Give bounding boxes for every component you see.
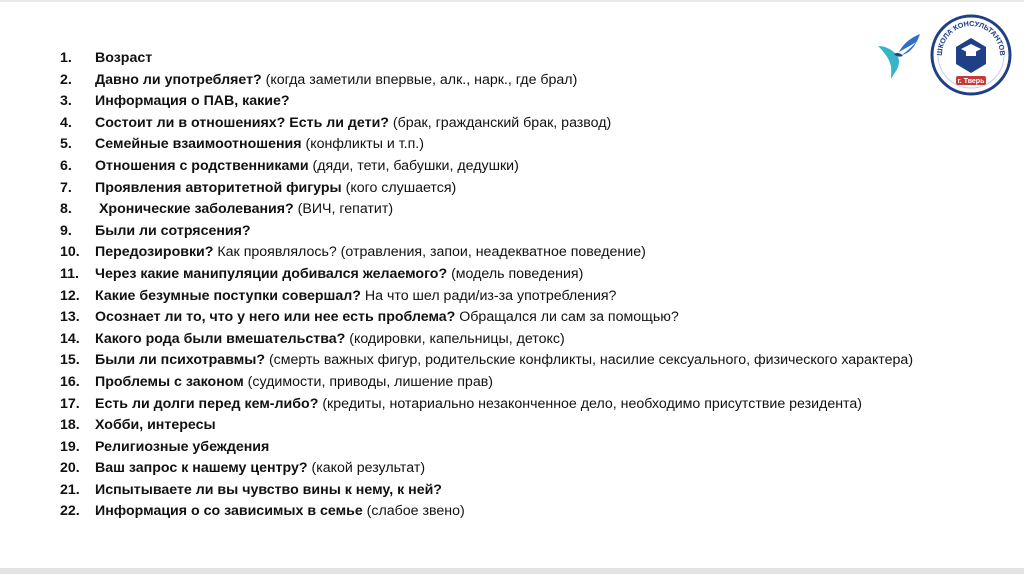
item-bold-text: Информация о ПАВ, какие?: [95, 93, 290, 110]
item-note-text: На что шел ради/из-за употребления?: [360, 287, 617, 304]
item-note-text: (слабое звено): [362, 503, 465, 520]
item-bold-text: Давно ли употребляет?: [95, 71, 262, 88]
list-item: [60, 458, 960, 480]
item-text: [95, 307, 960, 329]
item-bold-text: Осознает ли то, что у него или нее есть проблема?: [95, 309, 456, 326]
item-bold-text: Хронические заболевания?: [95, 201, 294, 218]
item-number: 19.: [60, 438, 80, 455]
item-text: [95, 372, 960, 394]
list-item: [60, 199, 960, 221]
item-text: [95, 415, 960, 437]
list-item: [60, 501, 960, 523]
item-text: [95, 286, 960, 308]
item-bold-text: Ваш запрос к нашему центру?: [95, 460, 308, 477]
item-number: 7.: [60, 179, 72, 196]
bottom-border: [0, 568, 1024, 574]
item-note-text: Как проявлялось? (отравления, запои, неадекватное поведение): [213, 244, 646, 261]
item-text: [95, 70, 960, 92]
item-note-text: (какой результат): [307, 460, 426, 477]
item-number: 10.: [60, 244, 80, 261]
list-item: [60, 178, 960, 200]
item-bold-text: Проблемы с законом: [95, 373, 244, 390]
item-note-text: (кодировки, капельницы, детокс): [345, 330, 565, 347]
item-bold-text: Отношения с родственниками: [95, 157, 309, 174]
item-note-text: (конфликты и т.п.): [301, 136, 424, 153]
item-number: 12.: [60, 287, 80, 304]
list-item: [60, 286, 960, 308]
item-number: 17.: [60, 395, 80, 412]
item-number: 3.: [60, 93, 72, 110]
list-item: [60, 372, 960, 394]
item-text: [95, 178, 960, 200]
item-text: [95, 156, 960, 178]
item-number: 1.: [60, 50, 72, 66]
list-item: [60, 480, 960, 502]
item-bold-text: Семейные взаимоотношения: [95, 136, 302, 153]
logo-arc-text: ШКОЛА КОНСУЛЬТАНТОВ: [934, 18, 1008, 57]
item-text: [95, 134, 960, 156]
item-note-text: (брак, гражданский брак, развод): [388, 114, 612, 131]
item-note-text: Обращался ли сам за помощью?: [455, 309, 679, 326]
list-item: [60, 415, 960, 437]
item-number: 6.: [60, 157, 72, 174]
list-item: [60, 437, 960, 459]
list-item: [60, 113, 960, 135]
item-text: [95, 48, 960, 70]
list-item: [60, 70, 960, 92]
item-number: 4.: [60, 114, 72, 131]
item-number: 9.: [60, 222, 72, 239]
item-bold-text: Какого рода были вмешательства?: [95, 330, 346, 347]
item-bold-text: Были ли сотрясения?: [95, 222, 251, 239]
list-item: [60, 329, 960, 351]
question-list: [60, 48, 960, 523]
item-number: 20.: [60, 460, 80, 477]
list-item: [60, 91, 960, 113]
item-text: [95, 91, 960, 113]
item-note-text: (ВИЧ, гепатит): [293, 201, 394, 218]
item-text: [95, 394, 960, 416]
item-bold-text: Есть ли долги перед кем-либо?: [95, 395, 319, 412]
item-note-text: (смерть важных фигур, родительские конфликты, насилие сексуального, физического характера): [265, 352, 914, 369]
list-item: [60, 350, 960, 372]
item-note-text: (модель поведения): [447, 265, 584, 282]
item-note-text: (кредиты, нотариально незаконченное дело, необходимо присутствие резидента): [318, 395, 863, 412]
item-bold-text: Испытываете ли вы чувство вины к нему, к ней?: [95, 481, 442, 498]
item-text: [95, 501, 960, 523]
item-bold-text: Были ли психотравмы?: [95, 352, 266, 369]
item-number: 18.: [60, 417, 80, 434]
item-text: [95, 113, 960, 135]
item-bold-text: Проявления авторитетной фигуры: [95, 179, 342, 196]
item-text: [95, 221, 960, 243]
item-note-text: (когда заметили впервые, алк., нарк., где брал): [261, 71, 578, 88]
bird-body: [878, 46, 899, 79]
item-number: 5.: [60, 136, 72, 153]
logo-city-text: г. Тверь: [957, 78, 985, 85]
list-item: [60, 134, 960, 156]
item-number: 16.: [60, 373, 80, 390]
item-text: [95, 480, 960, 502]
item-number: 14.: [60, 330, 80, 347]
item-number: 22.: [60, 503, 80, 520]
item-bold-text: Религиозные убеждения: [95, 438, 270, 455]
item-text: [95, 242, 960, 264]
item-number: 13.: [60, 309, 80, 326]
list-item: [60, 48, 960, 70]
list-item: [60, 221, 960, 243]
item-text: [95, 199, 960, 221]
graduation-cap-base: [966, 51, 976, 56]
item-number: 21.: [60, 481, 80, 498]
item-bold-text: Передозировки?: [95, 244, 214, 261]
item-number: 2.: [60, 71, 72, 88]
item-number: 8.: [60, 201, 72, 218]
item-bold-text: Информация о со зависимых в семье: [95, 503, 363, 520]
list-item: [60, 156, 960, 178]
item-note-text: (дяди, тети, бабушки, дедушки): [308, 157, 519, 174]
item-text: [95, 329, 960, 351]
bird-wing: [899, 34, 920, 55]
list-item: [60, 394, 960, 416]
item-text: [95, 350, 960, 372]
school-logo: [930, 14, 1012, 96]
item-bold-text: Хобби, интересы: [95, 417, 216, 434]
list-item: [60, 242, 960, 264]
item-number: 15.: [60, 352, 80, 369]
list-item: [60, 264, 960, 286]
item-note-text: (судимости, приводы, лишение прав): [243, 373, 493, 390]
item-text: [95, 437, 960, 459]
item-bold-text: Возраст: [95, 50, 153, 66]
list-item: [60, 307, 960, 329]
item-bold-text: Какие безумные поступки совершал?: [95, 287, 361, 304]
item-text: [95, 458, 960, 480]
hummingbird-logo: [876, 32, 922, 80]
slide: [0, 2, 1024, 568]
item-bold-text: Через какие манипуляции добивался желаемого?: [95, 265, 448, 282]
item-note-text: (кого слушается): [341, 179, 457, 196]
item-text: [95, 264, 960, 286]
item-number: 11.: [60, 265, 79, 282]
item-bold-text: Состоит ли в отношениях? Есть ли дети?: [95, 114, 389, 131]
